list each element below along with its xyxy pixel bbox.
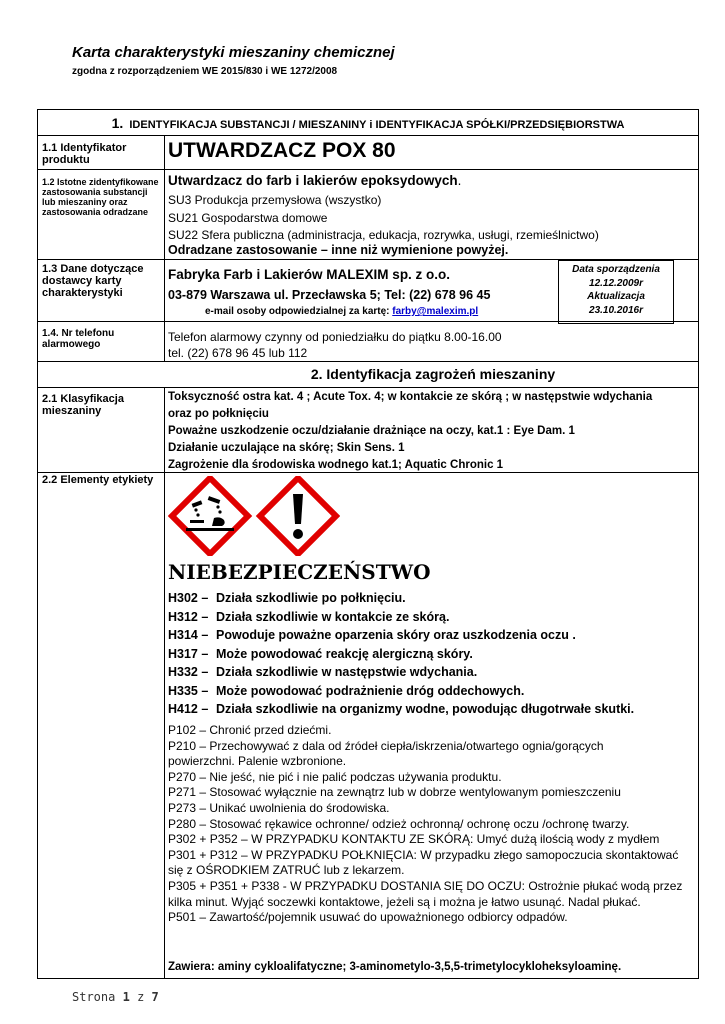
p-line: P210 – Przechowywać z dala od źródeł ciepła/iskrzenia/otwartego ognia/gorących xyxy=(168,738,604,753)
h-statement: H314 – Powoduje poważne oparzenia skóry oraz uszkodzenia oczu . xyxy=(168,628,576,642)
label-2-1: 2.1 Klasyfikacja mieszaniny xyxy=(42,393,124,417)
use-lines xyxy=(168,192,599,245)
page-footer: Strona 1 z 7 xyxy=(72,990,159,1004)
p-line: P302 + P352 – W PRZYPADKU KONTAKTU ZE SKÓRĄ: Umyć dużą ilością wody z mydłem xyxy=(168,832,660,847)
product-name: UTWARDZACZ POX 80 xyxy=(168,139,396,162)
corrosion-icon xyxy=(172,478,248,554)
p-line: P280 – Stosować rękawice ochronne/ odzież ochronną/ ochronę oczu /ochronę twarzy. xyxy=(168,816,630,831)
section-1-title: 1. IDENTYFIKACJA SUBSTANCJI / MIESZANINY i IDENTYFIKACJA SPÓŁKI/PRZEDSIĘBIORSTWA xyxy=(111,115,625,131)
date-box xyxy=(558,260,674,324)
section-2-title: 2. Identyfikacja zagrożeń mieszaniny xyxy=(310,366,556,382)
email-link[interactable]: farby@malexim.pl xyxy=(392,306,479,317)
contains-line: Zawiera: aminy cykloalifatyczne; 3-aminometylo-3,5,5-trimetylocykloheksyloaminę. xyxy=(168,961,622,973)
divider xyxy=(38,169,698,170)
p-line: P270 – Nie jeść, nie pić i nie palić podczas używania produktu. xyxy=(168,769,502,784)
h-statement: H335 – Może powodować podrażnienie dróg oddechowych. xyxy=(168,683,525,698)
hazard-statements xyxy=(168,589,634,719)
classification-line: Działanie uczulające na skórę; Skin Sens. 1 xyxy=(168,442,405,454)
p-line: P501 – Zawartość/pojemnik usuwać do upoważnionego odbiorcy odpadów. xyxy=(168,910,568,925)
update-label: Aktualizacja xyxy=(587,291,645,302)
date-value: 12.12.2009r xyxy=(589,277,643,289)
classification-line: Zagrożenie dla środowiska wodnego kat.1; Aquatic Chronic 1 xyxy=(168,459,504,471)
sds-table xyxy=(37,109,699,979)
h-statement: H312 – Działa szkodliwie w kontakcie ze skórą. xyxy=(168,609,450,624)
divider xyxy=(38,361,698,362)
p-line: kilka minut. Wyjąć soczewki kontaktowe, jeżeli są i można je łatwo usunąć. Nadal płukać. xyxy=(168,894,641,909)
divider xyxy=(38,472,698,473)
document-title: Karta charakterystyki mieszaniny chemicznej xyxy=(72,44,395,61)
p-line: P271 – Stosować wyłącznie na zewnątrz lub w dobrze wentylowanym pomieszczeniu xyxy=(168,785,621,800)
p-line: P301 + P312 – W PRZYPADKU POŁKNIĘCIA: W przypadku złego samopoczucia skontaktować xyxy=(168,847,679,862)
use-line: SU3 Produkcja przemysłowa (wszystko) xyxy=(168,193,382,207)
p-line: P273 – Unikać uwolnienia do środowiska. xyxy=(168,800,390,815)
p-line: P305 + P351 + P338 - W PRZYPADKU DOSTANIA SIĘ DO OCZU: Ostrożnie płukać wodą przez xyxy=(168,878,683,893)
h-statement: H332 – Działa szkodliwie w następstwie wdychania. xyxy=(168,665,478,679)
label-1-2: 1.2 Istotne zidentyfikowane zastosowania substancji lub mieszaniny oraz zastosowania odradzane xyxy=(42,177,159,217)
p-line: się z OŚRODKIEM ZATRUĆ lub z lekarzem. xyxy=(168,863,405,878)
hazard-pictograms xyxy=(168,476,340,556)
h-statement: H412 – Działa szkodliwie na organizmy wodne, powodując długotrwałe skutki. xyxy=(168,702,635,716)
classification-lines xyxy=(168,389,652,474)
p-line: P102 – Chronić przed dziećmi. xyxy=(168,723,332,737)
emergency-line-2: tel. (22) 678 96 45 lub 112 xyxy=(168,346,308,360)
h-statement: H317 – Może powodować reakcję alergiczną skóry. xyxy=(168,646,473,661)
use-heading: Utwardzacz do farb i lakierów epoksydowych. xyxy=(168,173,462,188)
use-line: SU22 Sfera publiczna (administracja, edukacja, rozrywka, usługi, rzemieślnictwo) xyxy=(168,228,599,242)
label-1-3: 1.3 Dane dotyczące dostawcy karty charakterystyki xyxy=(42,263,144,299)
update-value: 23.10.2016r xyxy=(589,304,643,316)
discouraged-use: Odradzane zastosowanie – inne niż wymienione powyżej. xyxy=(168,243,509,257)
divider xyxy=(38,321,698,322)
company-name: Fabryka Farb i Lakierów MALEXIM sp. z o.o. xyxy=(168,267,451,282)
label-1-4: 1.4. Nr telefonu alarmowego xyxy=(42,328,115,350)
classification-line: oraz po połknięciu xyxy=(168,408,269,420)
divider xyxy=(38,135,698,136)
classification-line: Poważne uszkodzenie oczu/działanie drażniące na oczy, kat.1 : Eye Dam. 1 xyxy=(168,425,575,437)
classification-line: Toksyczność ostra kat. 4 ; Acute Tox. 4; w kontakcie ze skórą ; w następstwie wdychania xyxy=(168,391,653,403)
company-address: 03-879 Warszawa ul. Przecławska 5; Tel: (22) 678 96 45 xyxy=(168,288,491,302)
label-2-2: 2.2 Elementy etykiety xyxy=(42,474,154,486)
divider xyxy=(38,387,698,388)
emergency-line-1: Telefon alarmowy czynny od poniedziałku do piątku 8.00-16.00 xyxy=(168,330,502,344)
email-line: e-mail osoby odpowiedzialnej za kartę: farby@malexim.pl xyxy=(205,306,479,317)
h-statement: H302 – Działa szkodliwie po połknięciu. xyxy=(168,591,406,605)
column-divider xyxy=(164,388,165,978)
exclamation-icon xyxy=(260,478,336,554)
date-label: Data sporządzenia xyxy=(572,264,660,275)
use-line: SU21 Gospodarstwa domowe xyxy=(168,210,328,225)
label-1-1: 1.1 Identyfikator produktu xyxy=(42,142,127,166)
p-line: powierzchni. Palenie wzbronione. xyxy=(168,754,347,769)
document-subtitle: zgodna z rozporządzeniem WE 2015/830 i WE 1272/2008 xyxy=(72,66,338,77)
signal-word: NIEBEZPIECZEŃSTWO xyxy=(168,560,431,584)
precautionary-statements xyxy=(168,723,682,926)
